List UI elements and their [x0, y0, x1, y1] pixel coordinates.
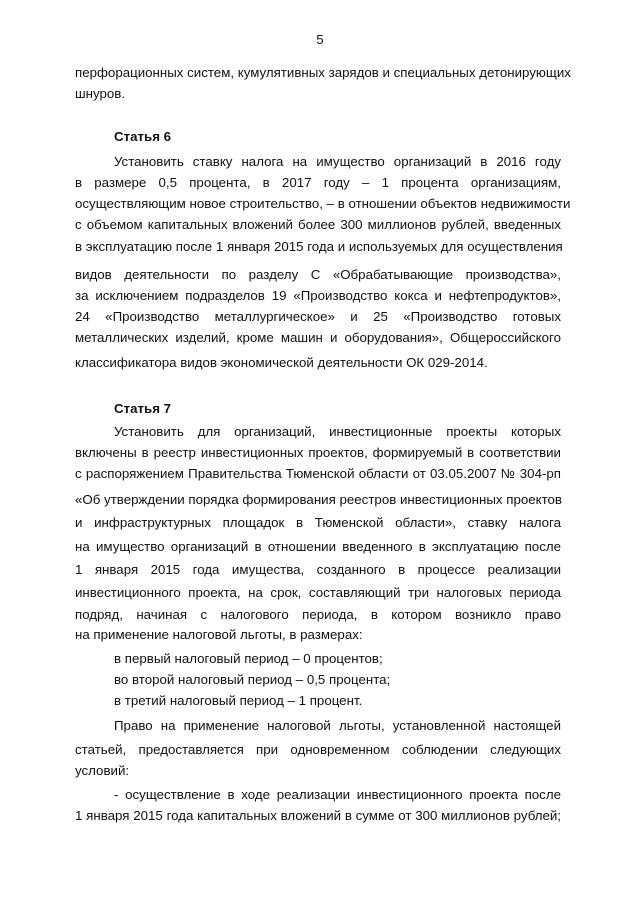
article-7-line: Право на применение налоговой льготы, установленной настоящей [114, 718, 561, 733]
article-7-line: - осуществление в ходе реализации инвестиционного проекта после [114, 787, 561, 802]
article-7-line: 1 января 2015 года имущества, созданного в процессе реализации [75, 562, 561, 577]
article-6-line: Установить ставку налога на имущество организаций в 2016 году [114, 154, 561, 169]
article-7-line: на применение налоговой льготы, в размерах: [75, 627, 363, 642]
article-7-line: и инфраструктурных площадок в Тюменской области», ставку налога [75, 515, 561, 530]
article-7-line: инвестиционного проекта, на срок, составляющий три налоговых периода [75, 585, 561, 600]
article-7-line: Установить для организаций, инвестиционные проекты которых [114, 424, 561, 439]
article-7-line: с распоряжением Правительства Тюменской области от 03.05.2007 № 304-рп [75, 466, 561, 481]
intro-line: шнуров. [75, 86, 126, 101]
intro-line: перфорационных систем, кумулятивных зарядов и специальных детонирующих [75, 65, 571, 80]
article-6-line: в размере 0,5 процента, в 2017 году – 1 процента организациям, [75, 175, 561, 190]
article-6-line: в эксплуатацию после 1 января 2015 года и используемых для осуществления [75, 239, 563, 254]
rate-list-item: в третий налоговый период – 1 процент. [114, 693, 363, 708]
article-6-title: Статья 6 [114, 129, 172, 144]
article-6-line: видов деятельности по разделу С «Обрабатывающие производства», [75, 267, 561, 282]
article-7-line: на имущество организаций в отношении введенного в эксплуатацию после [75, 539, 561, 554]
article-6-line: осуществляющим новое строительство, – в отношении объектов недвижимости [75, 196, 571, 211]
article-7-line: подряд, начиная с налогового периода, в котором возникло право [75, 607, 561, 622]
article-7-line: включены в реестр инвестиционных проектов, формируемый в соответствии [75, 445, 561, 460]
article-6-line: классификатора видов экономической деятельности ОК 029-2014. [75, 355, 488, 370]
article-6-line: за исключением подразделов 19 «Производство кокса и нефтепродуктов», [75, 288, 561, 303]
article-7-line: статьей, предоставляется при одновременном соблюдении следующих [75, 742, 561, 757]
article-7-title: Статья 7 [114, 401, 172, 416]
article-6-line: 24 «Производство металлургическое» и 25 «Производство готовых [75, 309, 561, 324]
rate-list-item: в первый налоговый период – 0 процентов; [114, 651, 383, 666]
article-6-line: металлических изделий, кроме машин и оборудования», Общероссийского [75, 330, 561, 345]
page-number: 5 [316, 32, 324, 47]
article-6-line: с объемом капитальных вложений более 300 миллионов рублей, введенных [75, 217, 561, 232]
article-7-line: 1 января 2015 года капитальных вложений в сумме от 300 миллионов рублей; [75, 808, 561, 823]
article-7-line: условий: [75, 763, 130, 778]
rate-list-item: во второй налоговый период – 0,5 процента; [114, 672, 391, 687]
article-7-line: «Об утверждении порядка формирования реестров инвестиционных проектов [75, 492, 562, 507]
